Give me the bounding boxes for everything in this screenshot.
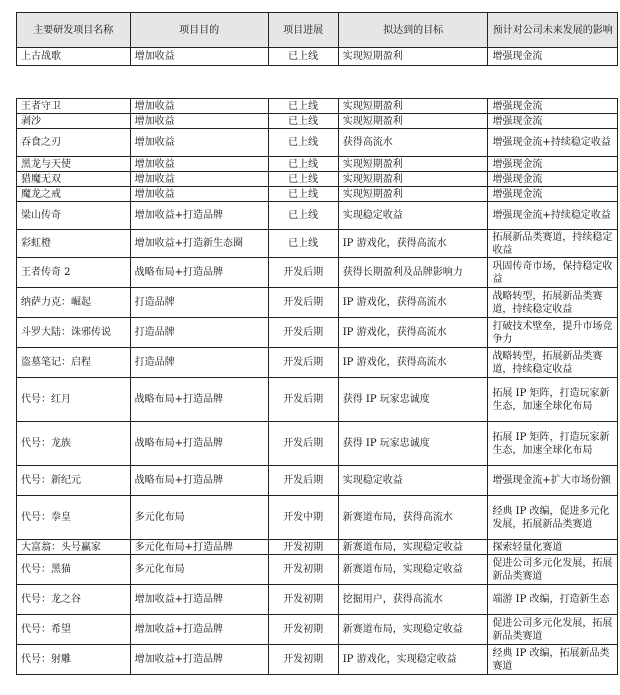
cell-project-name: 王者守卫 — [17, 99, 131, 114]
cell-project-progress: 已上线 — [268, 202, 338, 230]
cell-project-name: 代号：龙族 — [17, 422, 131, 466]
cell-target-goal: 实现稳定收益 — [338, 466, 488, 496]
cell-project-name: 纳萨力克：崛起 — [17, 288, 131, 318]
cell-project-progress: 已上线 — [268, 114, 338, 129]
cell-target-goal: 实现短期盈利 — [338, 172, 488, 187]
cell-future-impact: 增强现金流+扩大市场份额 — [488, 466, 618, 496]
cell-target-goal: 实现短期盈利 — [338, 157, 488, 172]
table-row — [17, 348, 618, 378]
cell-target-goal: 实现短期盈利 — [338, 99, 488, 114]
header-project-progress: 项目进展 — [268, 13, 338, 48]
cell-future-impact: 端游 IP 改编，打造新生态 — [488, 585, 618, 615]
cell-project-purpose: 打造品牌 — [130, 348, 268, 378]
table-row — [17, 585, 618, 615]
cell-project-name: 黑龙与天使 — [17, 157, 131, 172]
cell-target-goal: IP 游戏化，实现稳定收益 — [338, 645, 488, 675]
cell-project-name: 代号：红月 — [17, 378, 131, 422]
cell-project-purpose: 增加收益+打造品牌 — [130, 202, 268, 230]
cell-target-goal: 新赛道布局，实现稳定收益 — [338, 615, 488, 645]
header-target-goal: 拟达到的目标 — [338, 13, 488, 48]
cell-project-progress: 开发后期 — [268, 288, 338, 318]
cell-project-purpose: 增加收益+打造品牌 — [130, 615, 268, 645]
cell-project-name: 盗墓笔记：启程 — [17, 348, 131, 378]
cell-project-purpose: 增加收益 — [130, 99, 268, 114]
cell-project-name: 代号：拳皇 — [17, 496, 131, 540]
cell-project-progress: 开发后期 — [268, 348, 338, 378]
cell-future-impact: 增强现金流 — [488, 157, 618, 172]
cell-project-name: 代号：龙之谷 — [17, 585, 131, 615]
cell-future-impact: 战略转型，拓展新品类赛道，持续稳定收益 — [488, 288, 618, 318]
cell-future-impact: 经典 IP 改编，拓展新品类赛道 — [488, 645, 618, 675]
cell-project-progress: 开发后期 — [268, 466, 338, 496]
cell-target-goal: 新赛道布局，获得高流水 — [338, 496, 488, 540]
table-row — [17, 172, 618, 187]
table-row — [17, 258, 618, 288]
cell-target-goal: 新赛道布局，实现稳定收益 — [338, 555, 488, 585]
cell-project-purpose: 多元化布局 — [130, 496, 268, 540]
cell-target-goal: IP 游戏化，获得高流水 — [338, 230, 488, 258]
cell-project-progress: 已上线 — [268, 48, 338, 66]
cell-project-purpose: 战略布局+打造品牌 — [130, 258, 268, 288]
cell-project-progress: 开发初期 — [268, 540, 338, 555]
cell-target-goal: 实现短期盈利 — [338, 48, 488, 66]
cell-project-purpose: 增加收益 — [130, 48, 268, 66]
cell-future-impact: 探索轻量化赛道 — [488, 540, 618, 555]
table-row — [17, 129, 618, 157]
cell-project-name: 猎魔无双 — [17, 172, 131, 187]
table-row — [17, 496, 618, 540]
cell-future-impact: 战略转型，拓展新品类赛道，持续稳定收益 — [488, 348, 618, 378]
cell-project-progress: 已上线 — [268, 230, 338, 258]
header-project-name: 主要研发项目名称 — [17, 13, 131, 48]
cell-future-impact: 增强现金流+持续稳定收益 — [488, 129, 618, 157]
cell-target-goal: 新赛道布局，实现稳定收益 — [338, 540, 488, 555]
table-row — [17, 422, 618, 466]
cell-future-impact: 拓展新品类赛道，持续稳定收益 — [488, 230, 618, 258]
cell-project-purpose: 增加收益+打造品牌 — [130, 585, 268, 615]
cell-project-purpose: 增加收益 — [130, 129, 268, 157]
cell-project-progress: 开发初期 — [268, 585, 338, 615]
cell-future-impact: 打破技术壁垒，提升市场竞争力 — [488, 318, 618, 348]
cell-project-name: 代号：新纪元 — [17, 466, 131, 496]
cell-project-purpose: 增加收益+打造新生态圈 — [130, 230, 268, 258]
cell-future-impact: 增强现金流 — [488, 99, 618, 114]
cell-project-progress: 开发后期 — [268, 378, 338, 422]
table-row — [17, 615, 618, 645]
cell-project-name: 斗罗大陆：诛邪传说 — [17, 318, 131, 348]
cell-project-purpose: 增加收益 — [130, 172, 268, 187]
cell-project-name: 代号：黑猫 — [17, 555, 131, 585]
cell-project-purpose: 增加收益 — [130, 157, 268, 172]
cell-project-progress: 开发后期 — [268, 258, 338, 288]
cell-project-progress: 开发初期 — [268, 645, 338, 675]
cell-target-goal: 获得 IP 玩家忠诚度 — [338, 378, 488, 422]
cell-project-name: 吞食之刃 — [17, 129, 131, 157]
cell-target-goal: 获得高流水 — [338, 129, 488, 157]
table-row — [17, 555, 618, 585]
cell-project-purpose: 增加收益 — [130, 114, 268, 129]
cell-project-purpose: 打造品牌 — [130, 288, 268, 318]
cell-future-impact: 增强现金流 — [488, 48, 618, 66]
table-row — [17, 230, 618, 258]
cell-future-impact: 促进公司多元化发展，拓展新品类赛道 — [488, 555, 618, 585]
header-future-impact: 预计对公司未来发展的影响 — [488, 13, 618, 48]
table-row — [17, 157, 618, 172]
table-row — [17, 378, 618, 422]
cell-future-impact: 促进公司多元化发展，拓展新品类赛道 — [488, 615, 618, 645]
table-row — [17, 645, 618, 675]
cell-project-progress: 已上线 — [268, 99, 338, 114]
table-row — [17, 187, 618, 202]
cell-project-name: 代号：射雕 — [17, 645, 131, 675]
cell-project-progress: 开发中期 — [268, 496, 338, 540]
table-row — [17, 288, 618, 318]
cell-future-impact: 增强现金流+持续稳定收益 — [488, 202, 618, 230]
cell-project-progress: 开发后期 — [268, 318, 338, 348]
table-row — [17, 99, 618, 114]
cell-project-purpose: 增加收益 — [130, 187, 268, 202]
projects-table — [16, 98, 618, 675]
table-row — [17, 48, 618, 66]
cell-target-goal: 实现稳定收益 — [338, 202, 488, 230]
cell-target-goal: IP 游戏化，获得高流水 — [338, 318, 488, 348]
cell-future-impact: 经典 IP 改编，促进多元化发展，拓展新品类赛道 — [488, 496, 618, 540]
cell-project-purpose: 多元化布局+打造品牌 — [130, 540, 268, 555]
cell-project-purpose: 战略布局+打造品牌 — [130, 378, 268, 422]
table-row — [17, 318, 618, 348]
cell-project-progress: 已上线 — [268, 187, 338, 202]
cell-project-name: 大富翁：头号赢家 — [17, 540, 131, 555]
cell-project-purpose: 战略布局+打造品牌 — [130, 466, 268, 496]
cell-project-progress: 已上线 — [268, 157, 338, 172]
cell-project-name: 魔龙之戒 — [17, 187, 131, 202]
header-row — [17, 13, 618, 48]
header-table — [16, 12, 618, 66]
cell-project-progress: 开发初期 — [268, 555, 338, 585]
cell-project-name: 王者传奇 2 — [17, 258, 131, 288]
cell-project-progress: 已上线 — [268, 129, 338, 157]
cell-project-purpose: 多元化布局 — [130, 555, 268, 585]
cell-project-name: 代号：希望 — [17, 615, 131, 645]
cell-target-goal: 获得长期盈利及品牌影响力 — [338, 258, 488, 288]
cell-project-name: 剥沙 — [17, 114, 131, 129]
cell-project-purpose: 增加收益+打造品牌 — [130, 645, 268, 675]
table-row — [17, 202, 618, 230]
cell-target-goal: 实现短期盈利 — [338, 114, 488, 129]
cell-project-progress: 开发初期 — [268, 615, 338, 645]
cell-project-name: 梁山传奇 — [17, 202, 131, 230]
cell-project-name: 彩虹橙 — [17, 230, 131, 258]
cell-future-impact: 巩固传奇市场，保持稳定收益 — [488, 258, 618, 288]
cell-project-progress: 已上线 — [268, 172, 338, 187]
header-project-purpose: 项目目的 — [130, 13, 268, 48]
cell-project-purpose: 战略布局+打造品牌 — [130, 422, 268, 466]
cell-target-goal: 挖掘用户，获得高流水 — [338, 585, 488, 615]
cell-future-impact: 增强现金流 — [488, 187, 618, 202]
table-row — [17, 114, 618, 129]
cell-future-impact: 拓展 IP 矩阵，打造玩家新生态，加速全球化布局 — [488, 378, 618, 422]
table-row — [17, 466, 618, 496]
table-row — [17, 540, 618, 555]
cell-future-impact: 增强现金流 — [488, 172, 618, 187]
cell-target-goal: IP 游戏化，获得高流水 — [338, 288, 488, 318]
cell-target-goal: 实现短期盈利 — [338, 187, 488, 202]
cell-target-goal: IP 游戏化，获得高流水 — [338, 348, 488, 378]
cell-future-impact: 增强现金流 — [488, 114, 618, 129]
cell-project-name: 上古战歌 — [17, 48, 131, 66]
cell-project-progress: 开发后期 — [268, 422, 338, 466]
cell-future-impact: 拓展 IP 矩阵，打造玩家新生态，加速全球化布局 — [488, 422, 618, 466]
cell-project-purpose: 打造品牌 — [130, 318, 268, 348]
cell-target-goal: 获得 IP 玩家忠诚度 — [338, 422, 488, 466]
